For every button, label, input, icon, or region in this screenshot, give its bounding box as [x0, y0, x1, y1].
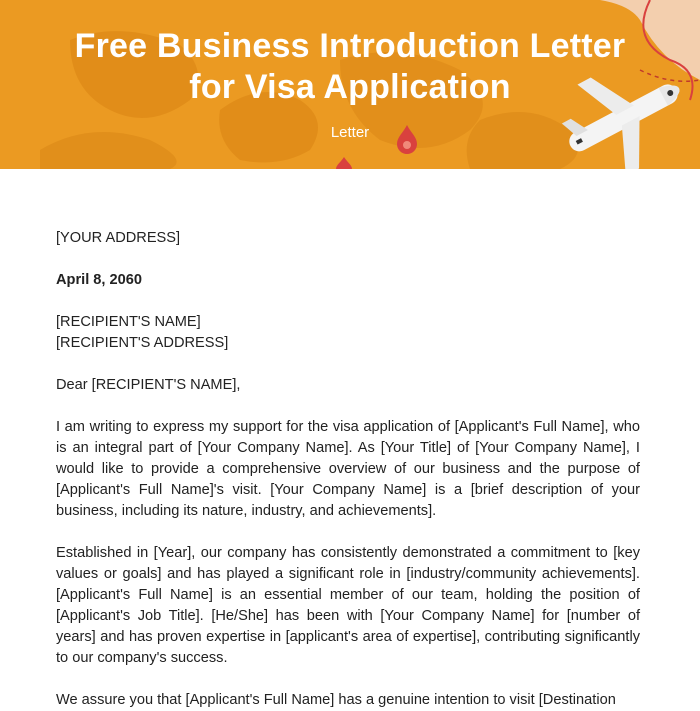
banner-subtitle: Letter	[330, 124, 370, 141]
banner-title-line-1: Free Business Introduction Letter	[74, 27, 626, 65]
header-banner	[0, 0, 700, 169]
letter-body	[56, 228, 640, 711]
recipient-name: [RECIPIENT'S NAME]	[56, 314, 201, 330]
salutation: Dear [RECIPIENT'S NAME],	[56, 377, 241, 393]
banner-title-line-2: for Visa Application	[189, 68, 511, 106]
paragraph-1: I am writing to express my support for the visa application of [Applicant's Full Name], who is an integral part of [Your Company Name]. As [Your Title] of [Your Company Name], I would like to provide a comprehensive overview of our business and the purpose of [Applicant's Full Name]'s visit. [Your Company Name] is a [brief description of your business, including its nature, industry, and achievements].	[56, 419, 640, 519]
map-pin-small-icon	[336, 157, 352, 169]
paragraph-2: Established in [Year], our company has consistently demonstrated a commitment to [key values or goals] and has played a significant role in [industry/community achievements]. [Applicant's Full Name] is an essential member of our team, holding the position of [Applicant's Job Title]. [He/She] has been with [Your Company Name] for [number of years] and has proven expertise in [applicant's area of expertise], contributing significantly to our company's success.	[56, 545, 640, 666]
recipient-address: [RECIPIENT'S ADDRESS]	[56, 335, 229, 351]
paragraph-3: We assure you that [Applicant's Full Name] has a genuine intention to visit [Destination	[56, 692, 616, 708]
letter-date: April 8, 2060	[56, 272, 142, 288]
sender-address: [YOUR ADDRESS]	[56, 230, 181, 246]
banner-title	[0, 26, 700, 108]
